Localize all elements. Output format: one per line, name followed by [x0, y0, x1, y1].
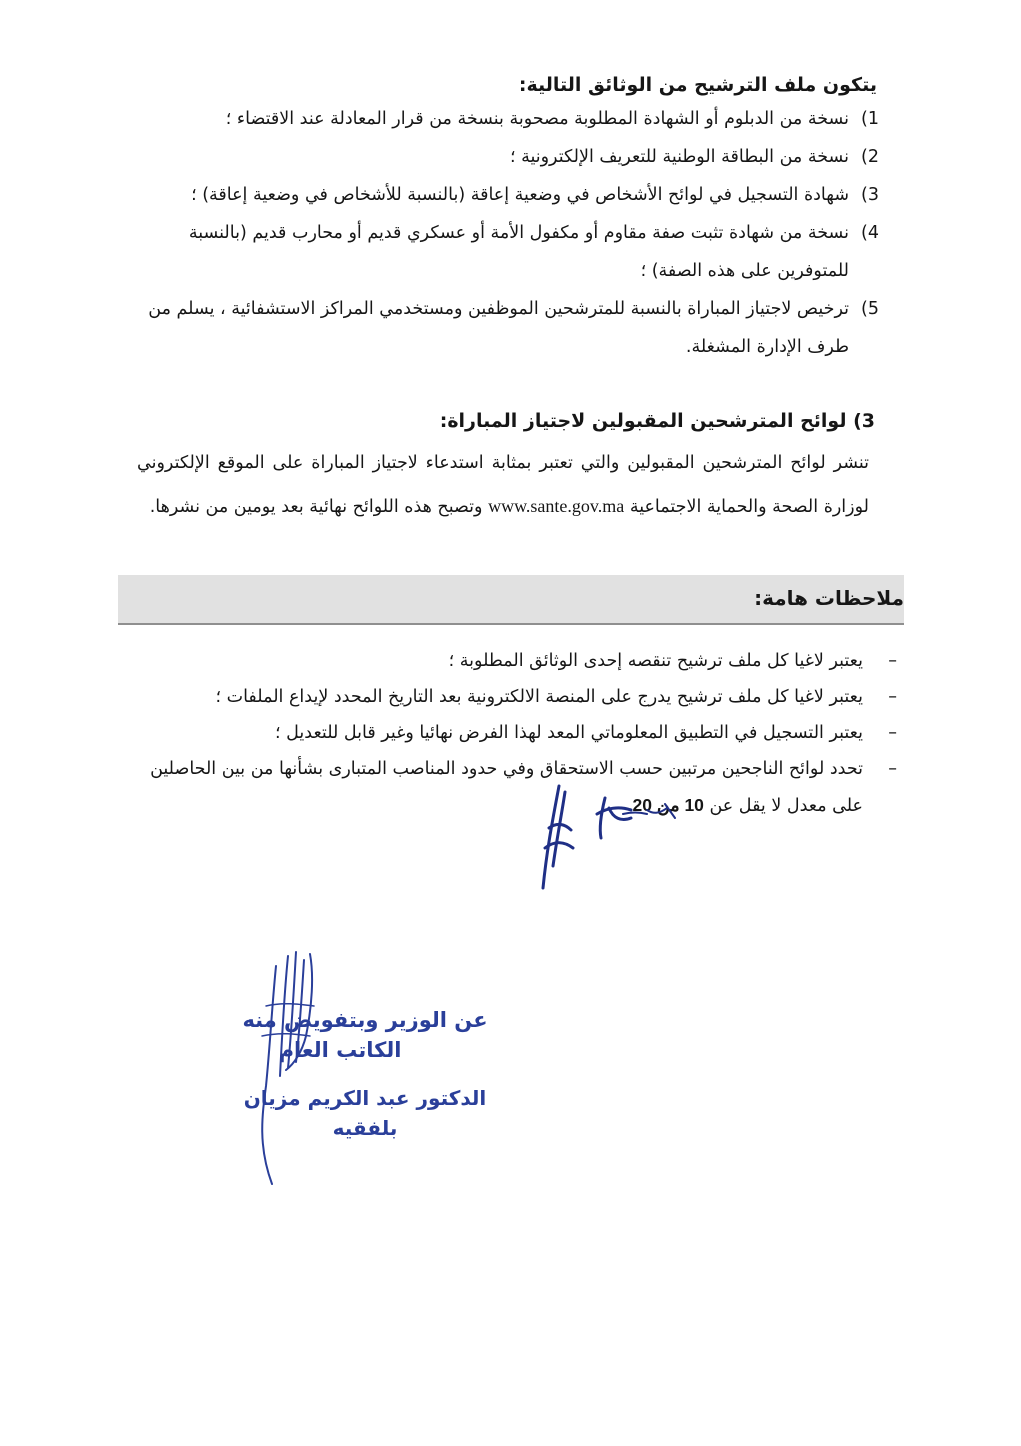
list-item: [127, 100, 879, 138]
documents-heading: يتكون ملف الترشيح من الوثائق التالية:: [518, 74, 877, 96]
accepted-lists-heading: 3) لوائح المترشحين المقبولين لاجتياز المباراة:: [439, 410, 875, 432]
signatory-title: الكاتب العام: [278, 1038, 402, 1062]
item-text: نسخة من الدبلوم أو الشهادة المطلوبة مصحوبة بنسخة من قرار المعادلة عند الاقتضاء ؛: [225, 109, 849, 129]
note-text: يعتبر لاغيا كل ملف ترشيح تنقصه إحدى الوثائق المطلوبة ؛: [448, 651, 863, 671]
item-text: شهادة التسجيل في لوائح الأشخاص في وضعية إعاقة (بالنسبة للأشخاص في وضعية إعاقة) ؛: [191, 185, 849, 205]
accepted-lists-paragraph: [137, 442, 869, 529]
documents-list: [127, 100, 879, 366]
item-number: 5): [861, 299, 879, 319]
item-number: 3): [861, 185, 879, 205]
bullet-dash: –: [888, 759, 897, 779]
list-item: [127, 176, 879, 214]
signatory-delegation: عن الوزير وبتفويض منه: [242, 1008, 488, 1032]
initials-signature: [535, 778, 695, 893]
paragraph-text: وتصبح هذه اللوائح نهائية بعد يومين من نشرها.: [149, 497, 483, 517]
paragraph-text: تنشر لوائح المترشحين المقبولين والتي تعتبر بمثابة استدعاء لاجتياز المباراة على الموقع الإلكتروني لوزارة الصحة والحماية الاجتماعية: [137, 453, 869, 517]
notes-list: [119, 643, 901, 824]
notes-heading: ملاحظات هامة:: [754, 586, 904, 610]
list-item: [119, 679, 901, 715]
item-text: نسخة من شهادة تثبت صفة مقاوم أو مكفول الأمة أو عسكري قديم أو محارب قديم (بالنسبة للمتوفرين على هذه الصفة) ؛: [188, 223, 849, 281]
list-item: [127, 290, 879, 366]
item-number: 2): [861, 147, 879, 167]
list-item: [127, 214, 879, 290]
bullet-dash: –: [888, 687, 897, 707]
signatory-name: الدكتور عبد الكريم مزيان بلفقيه: [243, 1086, 487, 1140]
minimum-grade: 10 من 20.: [627, 795, 704, 815]
list-item: [119, 715, 901, 751]
list-item: [127, 138, 879, 176]
item-number: 4): [861, 223, 879, 243]
signature-block: [220, 1005, 510, 1143]
note-text: تحدد لوائح الناجحين مرتبين حسب الاستحقاق وفي حدود المناصب المتبارى بشأنها من بين الحاصلين على معدل لا يقل عن: [150, 759, 863, 816]
website-link[interactable]: www.sante.gov.ma: [488, 496, 625, 516]
list-item: [119, 751, 901, 824]
item-number: 1): [861, 109, 879, 129]
list-item: [119, 643, 901, 679]
note-text: يعتبر لاغيا كل ملف ترشيح يدرج على المنصة الالكترونية بعد التاريخ المحدد لإيداع الملفات ؛: [215, 687, 863, 707]
notes-header-bar: [118, 575, 904, 625]
item-text: ترخيص لاجتياز المباراة بالنسبة للمترشحين الموظفين ومستخدمي المراكز الاستشفائية ، يسلم من طرف الإدارة المشغلة.: [148, 299, 849, 357]
bullet-dash: –: [888, 723, 897, 743]
bullet-dash: –: [888, 651, 897, 671]
item-text: نسخة من البطاقة الوطنية للتعريف الإلكترونية ؛: [509, 147, 849, 167]
note-text: يعتبر التسجيل في التطبيق المعلوماتي المعد لهذا الفرض نهائيا وغير قابل للتعديل ؛: [275, 723, 863, 743]
